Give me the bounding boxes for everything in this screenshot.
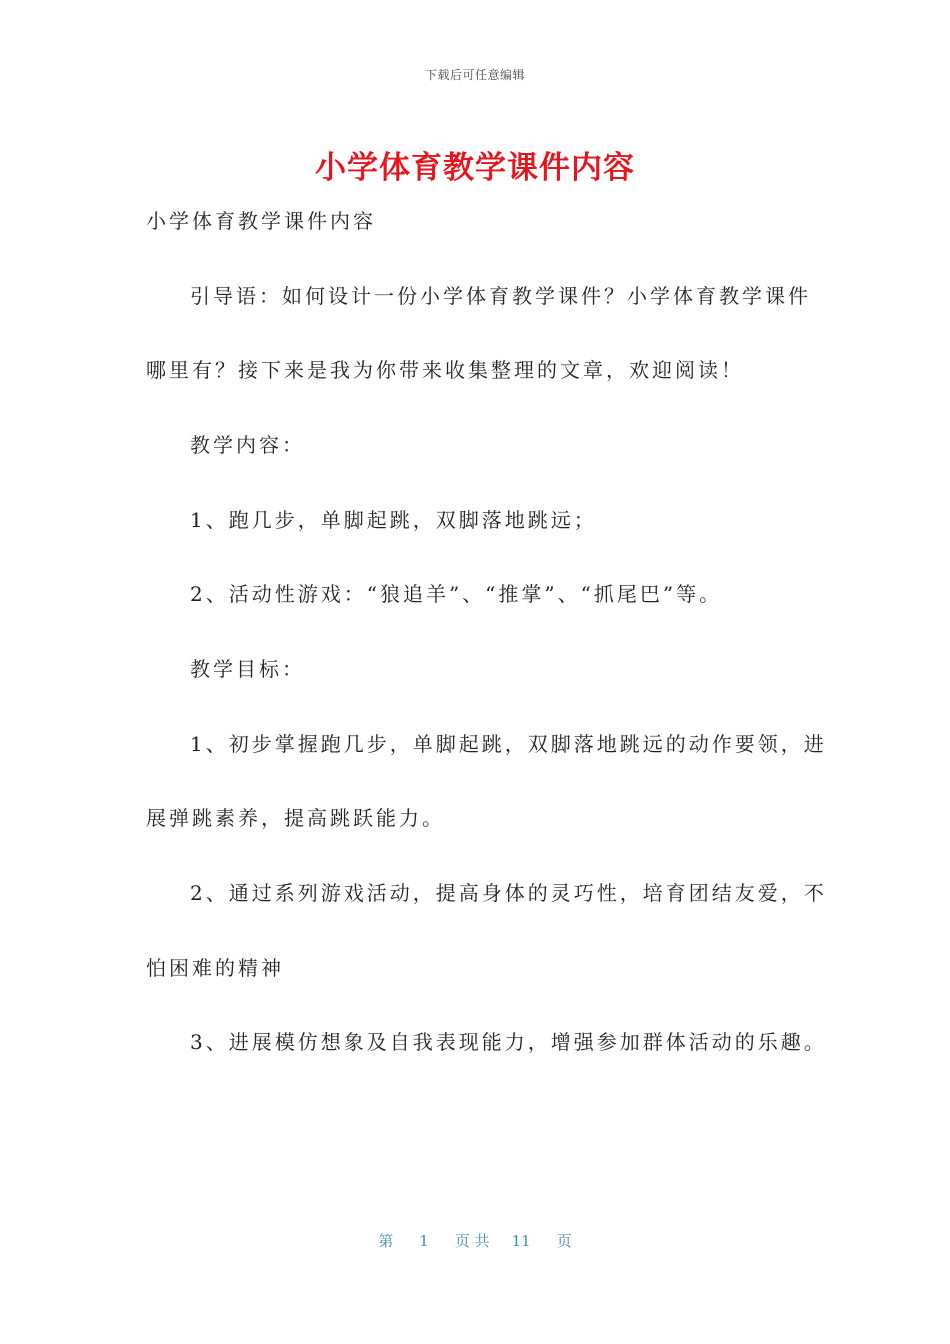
footer-page-mid: 页 共 [454, 1232, 490, 1250]
footer-current-page: 1 [419, 1232, 429, 1250]
list-item-content-2: 2、活动性游戏：“狼追羊”、“推掌”、“抓尾巴”等。 [190, 582, 723, 606]
document-title: 小学体育教学课件内容 [315, 150, 635, 186]
paragraph-intro-line1: 引导语：如何设计一份小学体育教学课件？小学体育教学课件 [190, 284, 811, 308]
list-item-goal-1-line1: 1、初步掌握跑几步，单脚起跳，双脚落地跳远的动作要领，进 [190, 732, 827, 756]
list-item-goal-1-line2: 展弹跳素养，提高跳跃能力。 [146, 806, 445, 830]
footer-total-pages: 11 [511, 1232, 531, 1250]
section-heading-content: 教学内容： [190, 433, 305, 457]
list-item-goal-3: 3、进展模仿想象及自我表现能力，增强参加群体活动的乐趣。 [190, 1030, 827, 1054]
header-note: 下载后可任意编辑 [424, 68, 525, 82]
section-heading-goals: 教学目标： [190, 657, 305, 681]
list-item-goal-2-line2: 怕困难的精神 [146, 956, 284, 980]
paragraph-subtitle: 小学体育教学课件内容 [146, 209, 376, 233]
page-footer [0, 1230, 950, 1251]
footer-page-suffix: 页 [556, 1232, 572, 1250]
list-item-goal-2-line1: 2、通过系列游戏活动，提高身体的灵巧性，培育团结友爱，不 [190, 881, 827, 905]
list-item-content-1: 1、跑几步，单脚起跳，双脚落地跳远； [190, 508, 597, 532]
footer-page-prefix: 第 [378, 1232, 394, 1250]
paragraph-intro-line2: 哪里有？接下来是我为你带来收集整理的文章，欢迎阅读！ [146, 358, 744, 382]
